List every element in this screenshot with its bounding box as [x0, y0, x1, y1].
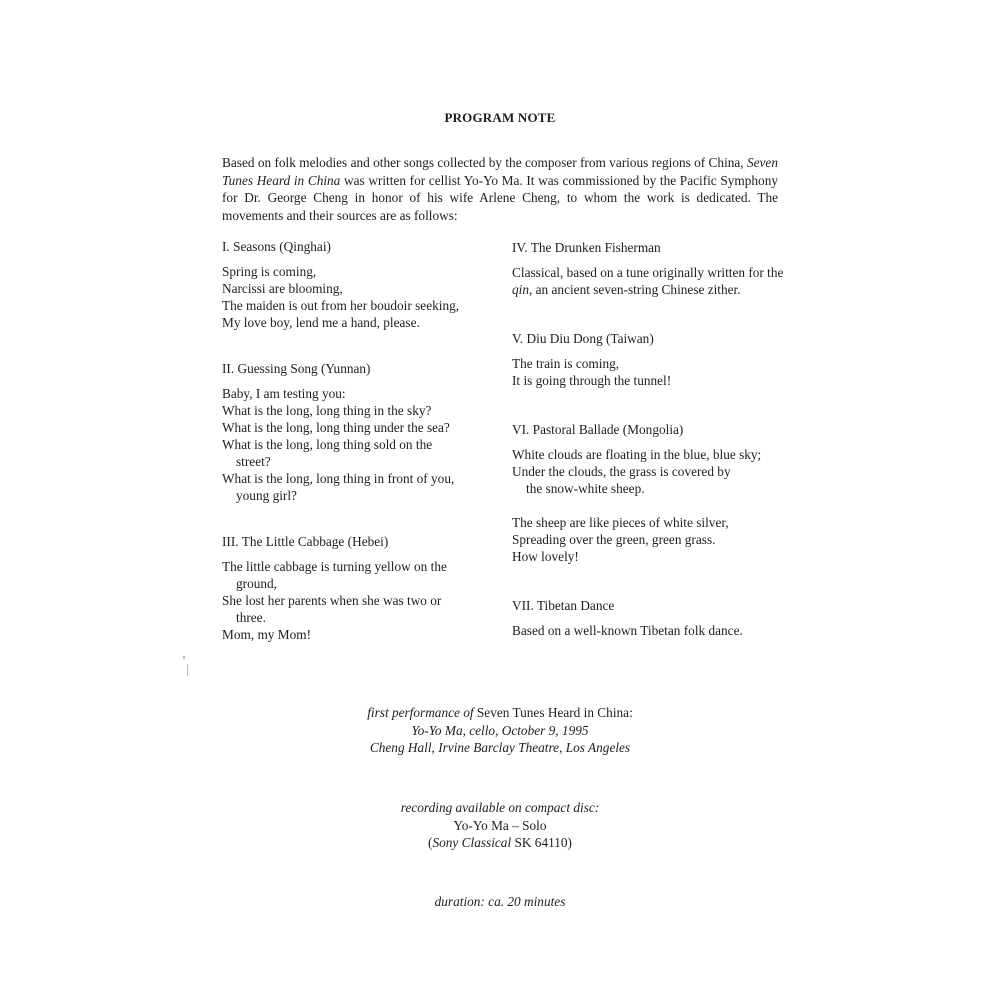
first-performance-label: first performance of — [367, 705, 474, 720]
first-performance-venue: Cheng Hall, Irvine Barclay Theatre, Los Angeles — [369, 740, 631, 755]
recording-catalog: SK 64110) — [514, 835, 572, 850]
movement-4-title: IV. The Drunken Fisherman — [512, 240, 661, 255]
intro-text-end: was written for cellist Yo-Yo Ma. It was commissioned by the Pacific Symphony for Dr. George Cheng in honor of his wife Arlene Cheng, to whom the work is dedicated. The movements and their sources are as follows: — [222, 172, 778, 223]
lyric-line: What is the long, long thing in front of you, — [222, 471, 455, 486]
lyric-line: Spreading over the green, green grass. — [512, 532, 716, 547]
intro-work-title: Seven Tunes Heard in China — [222, 155, 778, 188]
lyric-line: It is going through the tunnel! — [512, 373, 672, 388]
movement-5-lyrics — [512, 355, 802, 389]
first-performance-line — [0, 704, 1000, 722]
movement-6-lyrics — [512, 446, 802, 497]
lyric-line: street? — [236, 454, 271, 469]
lyric-line: the snow-white sheep. — [526, 481, 645, 496]
movement-4 — [512, 239, 802, 298]
first-performance-work: Seven Tunes Heard in China: — [476, 705, 633, 720]
lyric-line: Mom, my Mom! — [222, 627, 312, 642]
lyric-line: Under the clouds, the grass is covered by — [512, 464, 731, 479]
movement-1-title: I. Seasons (Qinghai) — [222, 239, 331, 254]
recording-catalog-line — [0, 834, 1000, 852]
lyric-line: How lovely! — [512, 549, 579, 564]
lyric-line: Spring is coming, — [222, 264, 317, 279]
movement-1 — [222, 238, 512, 331]
lyric-line: What is the long, long thing under the sea? — [222, 420, 450, 435]
movement-6-lyrics-stanza-2 — [512, 514, 802, 565]
lyric-line: What is the long, long thing in the sky? — [222, 403, 432, 418]
lyric-line: White clouds are floating in the blue, blue sky; — [512, 447, 762, 462]
scan-speck — [183, 656, 185, 659]
movement-4-description — [512, 264, 802, 298]
recording-record-label: Sony Classical — [432, 835, 512, 850]
movement-3-title: III. The Little Cabbage (Hebei) — [222, 534, 389, 549]
lyric-line: The maiden is out from her boudoir seeking, — [222, 298, 460, 313]
movements-right-column — [512, 239, 802, 639]
duration-note: duration: ca. 20 minutes — [434, 894, 566, 909]
intro-text-start: Based on folk melodies and other songs collected by the composer from various regions of China, — [222, 155, 747, 171]
movement-1-lyrics — [222, 263, 512, 331]
movement-6-title: VI. Pastoral Ballade (Mongolia) — [512, 422, 684, 437]
lyric-line: young girl? — [236, 488, 297, 503]
movement-4-desc-end: , an ancient seven-string Chinese zither. — [529, 282, 741, 297]
movement-2-lyrics — [222, 385, 512, 504]
movement-3-lyrics — [222, 558, 512, 643]
recording-paren-open: ( — [428, 835, 433, 850]
movement-2-title: II. Guessing Song (Yunnan) — [222, 361, 371, 376]
intro-paragraph — [222, 154, 778, 224]
lyric-line: The little cabbage is turning yellow on the — [222, 559, 447, 574]
first-performance-performer: Yo-Yo Ma, cello, October 9, 1995 — [411, 722, 589, 738]
first-performance-block — [0, 704, 1000, 757]
lyric-line: My love boy, lend me a hand, please. — [222, 315, 420, 330]
page-title: PROGRAM NOTE — [444, 110, 556, 125]
lyric-line: The train is coming, — [512, 356, 620, 371]
lyric-line: Baby, I am testing you: — [222, 386, 346, 401]
movement-4-desc-start: Classical, based on a tune originally written for the — [512, 265, 784, 280]
movement-7 — [512, 597, 802, 639]
recording-label: recording available on compact disc: — [400, 800, 600, 815]
lyric-line: What is the long, long thing sold on the — [222, 437, 433, 452]
movement-4-desc-qin: qin — [512, 282, 529, 297]
movement-7-title: VII. Tibetan Dance — [512, 598, 615, 613]
lyric-line: She lost her parents when she was two or — [222, 593, 442, 608]
lyric-line: three. — [236, 610, 266, 625]
lyric-line: Narcissi are blooming, — [222, 281, 343, 296]
movement-5-title: V. Diu Diu Dong (Taiwan) — [512, 331, 654, 346]
recording-album: Yo-Yo Ma – Solo — [453, 817, 547, 833]
movement-6 — [512, 421, 802, 565]
movement-2 — [222, 360, 512, 504]
lyric-line: ground, — [236, 576, 277, 591]
lyric-line: The sheep are like pieces of white silver, — [512, 515, 729, 530]
movement-7-description: Based on a well-known Tibetan folk dance. — [512, 623, 743, 638]
movements-left-column — [222, 238, 512, 643]
scan-speck — [187, 664, 188, 676]
movement-5 — [512, 330, 802, 389]
recording-block — [0, 799, 1000, 852]
movement-3 — [222, 533, 512, 643]
